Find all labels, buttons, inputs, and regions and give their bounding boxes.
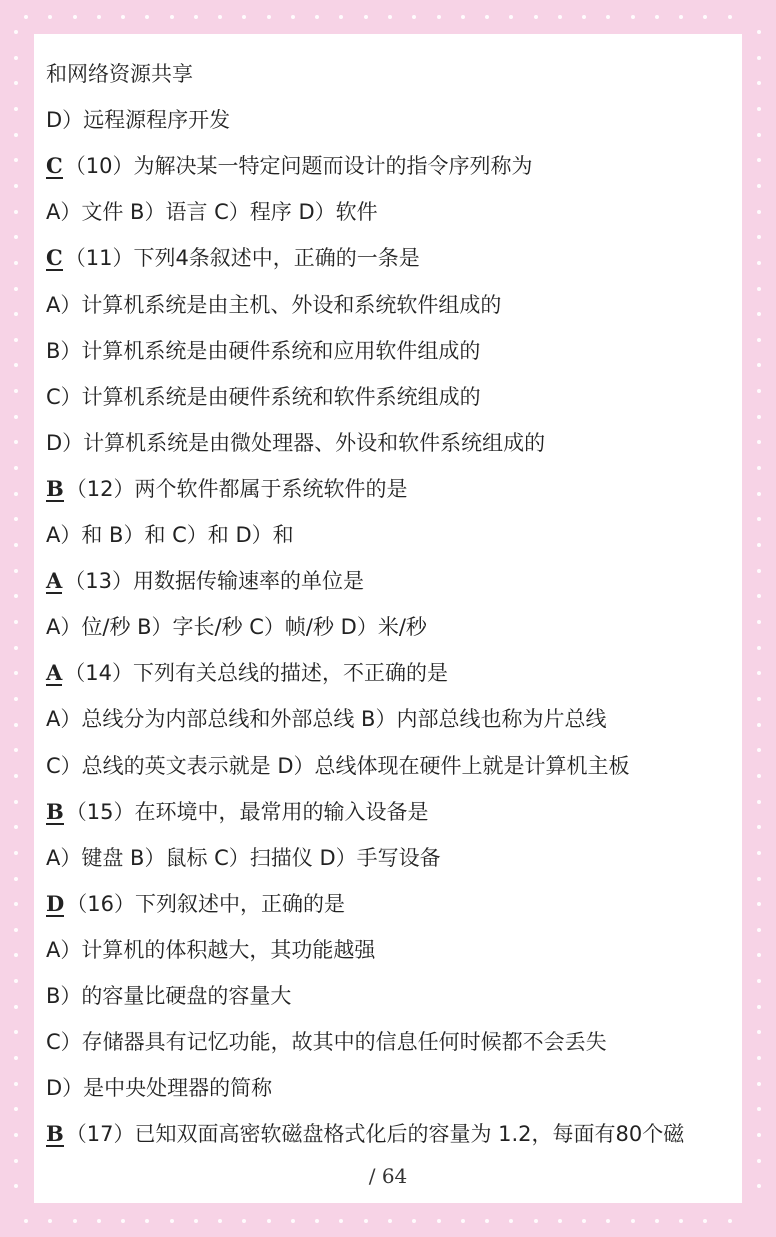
border-dot xyxy=(14,774,18,778)
border-dot xyxy=(14,30,18,34)
border-dot xyxy=(24,15,28,19)
border-dot xyxy=(14,235,18,239)
border-dot xyxy=(757,851,761,855)
text-line xyxy=(46,56,736,92)
border-dot xyxy=(757,928,761,932)
border-dot xyxy=(757,1184,761,1188)
border-dot xyxy=(534,1219,538,1223)
question-line xyxy=(46,240,736,276)
border-dot xyxy=(757,287,761,291)
border-dot xyxy=(242,15,246,19)
border-dot xyxy=(412,1219,416,1223)
border-dot xyxy=(218,15,222,19)
text-line xyxy=(46,287,736,323)
border-dot xyxy=(14,928,18,932)
border-dot xyxy=(437,1219,441,1223)
border-dot xyxy=(170,15,174,19)
border-dot xyxy=(14,543,18,547)
border-dot xyxy=(757,543,761,547)
border-dot xyxy=(14,415,18,419)
border-dot xyxy=(388,1219,392,1223)
border-dot xyxy=(14,748,18,752)
line-text: （16）下列叙述中，正确的是 xyxy=(66,891,345,916)
answer-mark: C xyxy=(46,245,63,271)
border-dot xyxy=(757,697,761,701)
border-dot xyxy=(14,979,18,983)
border-dot xyxy=(145,15,149,19)
border-dot xyxy=(14,800,18,804)
text-line xyxy=(46,517,736,553)
border-dot xyxy=(582,1219,586,1223)
line-text: （10）为解决某一特定问题而设计的指令序列称为 xyxy=(64,154,533,179)
border-dot xyxy=(757,261,761,265)
line-text: （14）下列有关总线的描述，不正确的是 xyxy=(64,661,449,686)
border-dot xyxy=(291,15,295,19)
line-text: （11）下列4条叙述中，正确的一条是 xyxy=(64,246,420,271)
border-dot xyxy=(757,1005,761,1009)
line-text: C）存储器具有记忆功能，故其中的信息任何时候都不会丢失 xyxy=(46,1030,607,1055)
border-dot xyxy=(267,15,271,19)
border-dot xyxy=(14,389,18,393)
border-dot xyxy=(757,81,761,85)
border-dot xyxy=(121,15,125,19)
border-dots-bottom xyxy=(24,1214,752,1228)
border-dot xyxy=(437,15,441,19)
border-dot xyxy=(218,1219,222,1223)
border-dot xyxy=(757,30,761,34)
question-line xyxy=(46,563,736,599)
border-dot xyxy=(14,492,18,496)
border-dot xyxy=(757,825,761,829)
border-dot xyxy=(412,15,416,19)
line-text: 和网络资源共享 xyxy=(46,62,193,86)
border-dot xyxy=(14,1030,18,1034)
border-dot xyxy=(14,1184,18,1188)
line-text: （12）两个软件都属于系统软件的是 xyxy=(65,476,408,501)
answer-mark: A xyxy=(46,568,63,594)
line-text: （15）在环境中，最常用的输入设备是 xyxy=(65,799,429,824)
border-dot xyxy=(757,1030,761,1034)
border-dot xyxy=(14,107,18,111)
border-dot xyxy=(757,1133,761,1137)
text-line xyxy=(46,379,736,415)
border-dot xyxy=(14,851,18,855)
question-line xyxy=(46,886,736,922)
border-dot xyxy=(14,1005,18,1009)
line-text: C）计算机系统是由硬件系统和软件系统组成的 xyxy=(46,384,481,409)
line-text: A）计算机系统是由主机、外设和系统软件组成的 xyxy=(46,292,502,317)
border-dot xyxy=(14,158,18,162)
line-text: D）计算机系统是由微处理器、外设和软件系统组成的 xyxy=(46,430,546,455)
border-dot xyxy=(364,15,368,19)
border-dot xyxy=(14,594,18,598)
border-dot xyxy=(339,1219,343,1223)
line-text: D）是中央处理器的简称 xyxy=(46,1076,273,1101)
border-dot xyxy=(339,15,343,19)
border-dot xyxy=(461,1219,465,1223)
border-dot xyxy=(14,81,18,85)
border-dot xyxy=(14,1159,18,1163)
border-dot xyxy=(14,902,18,906)
border-dot xyxy=(14,517,18,521)
border-dot xyxy=(757,517,761,521)
question-line xyxy=(46,148,736,184)
answer-mark: C xyxy=(46,153,63,179)
line-text: B）的容量比硬盘的容量大 xyxy=(46,984,292,1008)
border-dot xyxy=(14,1133,18,1137)
border-dots-right xyxy=(752,30,766,1210)
border-dot xyxy=(655,15,659,19)
border-dot xyxy=(757,235,761,239)
border-dot xyxy=(606,15,610,19)
border-dot xyxy=(679,15,683,19)
border-dot xyxy=(757,158,761,162)
border-dot xyxy=(73,15,77,19)
border-dot xyxy=(757,671,761,675)
border-dot xyxy=(757,107,761,111)
line-text: B）计算机系统是由硬件系统和应用软件组成的 xyxy=(46,338,481,363)
line-text: D）远程源程序开发 xyxy=(46,108,231,133)
border-dot xyxy=(703,1219,707,1223)
page-number: / 64 xyxy=(368,1164,408,1188)
border-dot xyxy=(14,569,18,573)
border-dot xyxy=(14,210,18,214)
border-dot xyxy=(242,1219,246,1223)
border-dot xyxy=(14,671,18,675)
border-dot xyxy=(757,440,761,444)
text-line xyxy=(46,333,736,369)
border-dot xyxy=(757,415,761,419)
border-dot xyxy=(728,15,732,19)
border-dot xyxy=(485,1219,489,1223)
answer-mark: A xyxy=(46,660,63,686)
border-dot xyxy=(14,646,18,650)
border-dot xyxy=(509,1219,513,1223)
border-dot xyxy=(757,646,761,650)
border-dot xyxy=(757,56,761,60)
border-dot xyxy=(14,133,18,137)
line-text: A）计算机的体积越大，其功能越强 xyxy=(46,937,376,962)
border-dot xyxy=(757,877,761,881)
text-line xyxy=(46,978,736,1014)
border-dot xyxy=(558,15,562,19)
border-dot xyxy=(757,748,761,752)
border-dot xyxy=(315,1219,319,1223)
border-dot xyxy=(509,15,513,19)
question-line xyxy=(46,794,736,830)
border-dot xyxy=(757,492,761,496)
border-dot xyxy=(655,1219,659,1223)
border-dot xyxy=(14,363,18,367)
border-dots-left xyxy=(9,30,23,1210)
line-text: A）文件 B）语言 C）程序 D）软件 xyxy=(46,200,378,225)
border-dot xyxy=(757,953,761,957)
text-line xyxy=(46,1070,736,1106)
border-dot xyxy=(728,1219,732,1223)
border-dot xyxy=(757,1107,761,1111)
border-dot xyxy=(14,287,18,291)
border-dot xyxy=(14,312,18,316)
line-text: A）和 B）和 C）和 D）和 xyxy=(46,523,294,547)
answer-mark: B xyxy=(46,475,64,501)
border-dot xyxy=(757,620,761,624)
border-dot xyxy=(757,210,761,214)
text-line xyxy=(46,102,736,138)
border-dot xyxy=(14,1107,18,1111)
border-dot xyxy=(757,363,761,367)
border-dot xyxy=(14,261,18,265)
line-text: A）位/秒 B）字长/秒 C）帧/秒 D）米/秒 xyxy=(46,615,427,640)
border-dot xyxy=(14,825,18,829)
border-dot xyxy=(606,1219,610,1223)
border-dot xyxy=(461,15,465,19)
border-dot xyxy=(48,1219,52,1223)
line-text: C）总线的英文表示就是 D）总线体现在硬件上就是计算机主板 xyxy=(46,753,630,778)
border-dot xyxy=(757,774,761,778)
border-dot xyxy=(757,723,761,727)
question-line xyxy=(46,655,736,691)
question-line xyxy=(46,471,736,507)
border-dot xyxy=(14,338,18,342)
border-dot xyxy=(485,15,489,19)
border-dot xyxy=(757,338,761,342)
text-line xyxy=(46,932,736,968)
border-dot xyxy=(14,1082,18,1086)
border-dot xyxy=(14,440,18,444)
line-text: A）总线分为内部总线和外部总线 B）内部总线也称为片总线 xyxy=(46,707,607,732)
border-dot xyxy=(582,15,586,19)
text-line xyxy=(46,840,736,876)
text-line xyxy=(46,1024,736,1060)
border-dot xyxy=(14,620,18,624)
border-dot xyxy=(757,569,761,573)
answer-mark: D xyxy=(46,890,65,916)
border-dot xyxy=(757,800,761,804)
border-dot xyxy=(679,1219,683,1223)
border-dot xyxy=(24,1219,28,1223)
border-dots-top xyxy=(24,10,752,24)
border-dot xyxy=(267,1219,271,1223)
document-page xyxy=(34,34,742,1203)
answer-mark: B xyxy=(46,798,64,824)
text-line xyxy=(46,194,736,230)
line-text: A）键盘 B）鼠标 C）扫描仪 D）手写设备 xyxy=(46,845,441,870)
text-line xyxy=(46,748,736,784)
border-dot xyxy=(757,902,761,906)
text-line xyxy=(46,609,736,645)
border-dot xyxy=(703,15,707,19)
text-line xyxy=(46,425,736,461)
border-dot xyxy=(315,15,319,19)
border-dot xyxy=(14,953,18,957)
border-dot xyxy=(194,1219,198,1223)
border-dot xyxy=(558,1219,562,1223)
answer-mark: B xyxy=(46,1121,64,1147)
border-dot xyxy=(48,15,52,19)
border-dot xyxy=(631,15,635,19)
border-dot xyxy=(534,15,538,19)
border-dot xyxy=(757,1082,761,1086)
border-dot xyxy=(757,1159,761,1163)
border-dot xyxy=(14,697,18,701)
border-dot xyxy=(291,1219,295,1223)
border-dot xyxy=(757,979,761,983)
text-line xyxy=(46,701,736,737)
border-dot xyxy=(757,133,761,137)
border-dot xyxy=(170,1219,174,1223)
border-dot xyxy=(757,184,761,188)
border-dot xyxy=(14,723,18,727)
border-dot xyxy=(757,312,761,316)
border-dot xyxy=(194,15,198,19)
border-dot xyxy=(757,466,761,470)
border-dot xyxy=(73,1219,77,1223)
border-dot xyxy=(121,1219,125,1223)
border-dot xyxy=(145,1219,149,1223)
border-dot xyxy=(14,184,18,188)
border-dot xyxy=(757,389,761,393)
border-dot xyxy=(14,466,18,470)
border-dot xyxy=(388,15,392,19)
border-dot xyxy=(97,1219,101,1223)
border-dot xyxy=(631,1219,635,1223)
border-dot xyxy=(364,1219,368,1223)
border-dot xyxy=(757,594,761,598)
border-dot xyxy=(14,877,18,881)
border-dot xyxy=(757,1056,761,1060)
line-text: （17）已知双面高密软磁盘格式化后的容量为 1.2，每面有80个磁 xyxy=(65,1122,685,1147)
border-dot xyxy=(97,15,101,19)
border-dot xyxy=(14,56,18,60)
line-text: （13）用数据传输速率的单位是 xyxy=(64,569,365,594)
question-line xyxy=(46,1116,736,1152)
border-dot xyxy=(14,1056,18,1060)
